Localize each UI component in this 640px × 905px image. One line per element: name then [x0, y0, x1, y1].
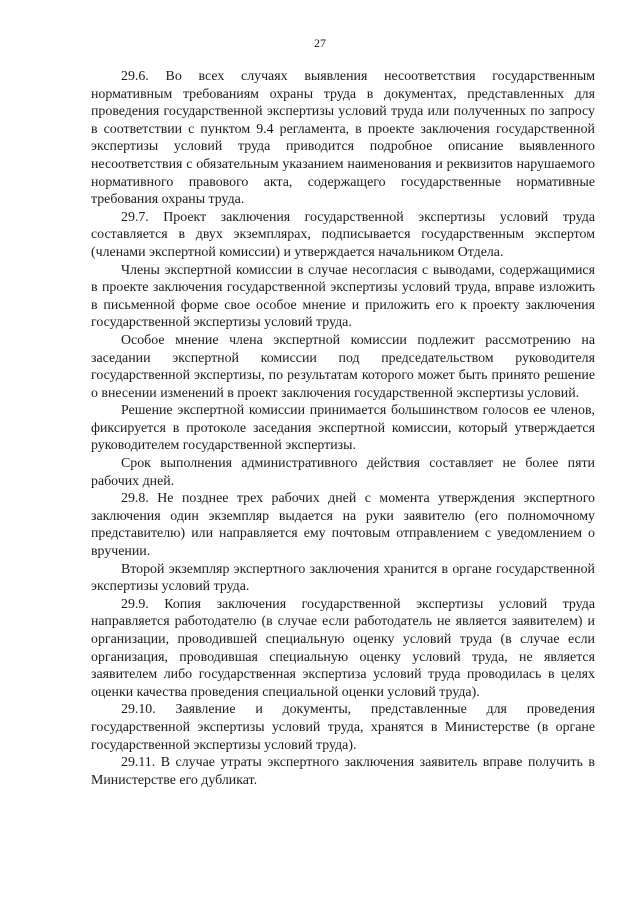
document-body — [91, 68, 595, 789]
paragraph-29-7: 29.7. Проект заключения государственной экспертизы условий труда составляется в двух экземплярах, подписывается государственным экспертом (членами экспертной комиссии) и утверждается начальником Отдела. — [91, 209, 595, 260]
page-number: 27 — [314, 36, 326, 50]
paragraph-commission-decision: Решение экспертной комиссии принимается большинством голосов ее членов, фиксируется в протоколе заседания экспертной комиссии, который утверждается руководителем государственной экспертизы. — [91, 403, 595, 454]
paragraph-special-opinion: Особое мнение члена экспертной комиссии подлежит рассмотрению на заседании экспертной комиссии под председательством руководителя государственной экспертизы, по результатам которого может быть принято решение о внесении изменений в проект заключения государственной экспертизы условий. — [91, 332, 595, 401]
paragraph-29-10: 29.10. Заявление и документы, представленные для проведения государственной экспертизы условий труда, хранятся в Министерстве (в органе государственной экспертизы условий труда). — [91, 702, 595, 753]
paragraph-29-11: 29.11. В случае утраты экспертного заключения заявитель вправе получить в Министерстве его дубликат. — [91, 755, 595, 788]
paragraph-29-6: 29.6. Во всех случаях выявления несоответствия государственным нормативным требованиям охраны труда в документах, представленных для проведения государственной экспертизы условий труда или полученных по запросу в соответствии с пунктом 9.4 регламента, в проекте заключения государственной экспертизы условий труда приводится подробное описание выявленного несоответствия с обязательным указанием наименования и реквизитов нарушаемого нормативного правового акта, содержащего государственные нормативные требования охраны труда. — [91, 69, 595, 208]
paragraph-29-8: 29.8. Не позднее трех рабочих дней с момента утверждения экспертного заключения один экземпляр выдается на руки заявителю (его полномочному представителю) или направляется ему почтовым отправлением с уведомлением о вручении. — [91, 491, 595, 560]
paragraph-deadline: Срок выполнения административного действия составляет не более пяти рабочих дней. — [91, 456, 595, 489]
paragraph-second-copy: Второй экземпляр экспертного заключения хранится в органе государственной экспертизы условий труда. — [91, 561, 595, 595]
paragraph-29-9: 29.9. Копия заключения государственной экспертизы условий труда направляется работодателю (в случае если работодатель не является заявителем) и организации, проводившей специальную оценку условий труда (в случае если организация, проводившая специальную оценку условий труда, не является заявителем либо государственная экспертиза условий труда проводилась в целях оценки качества проведения специальной оценки условий труда). — [91, 596, 595, 700]
paragraph-commission-disagreement: Члены экспертной комиссии в случае несогласия с выводами, содержащимися в проекте заключения государственной экспертизы условий труда, вправе изложить в письменной форме свое особое мнение и приложить его к проекту заключения государственной экспертизы условий труда. — [91, 262, 595, 331]
